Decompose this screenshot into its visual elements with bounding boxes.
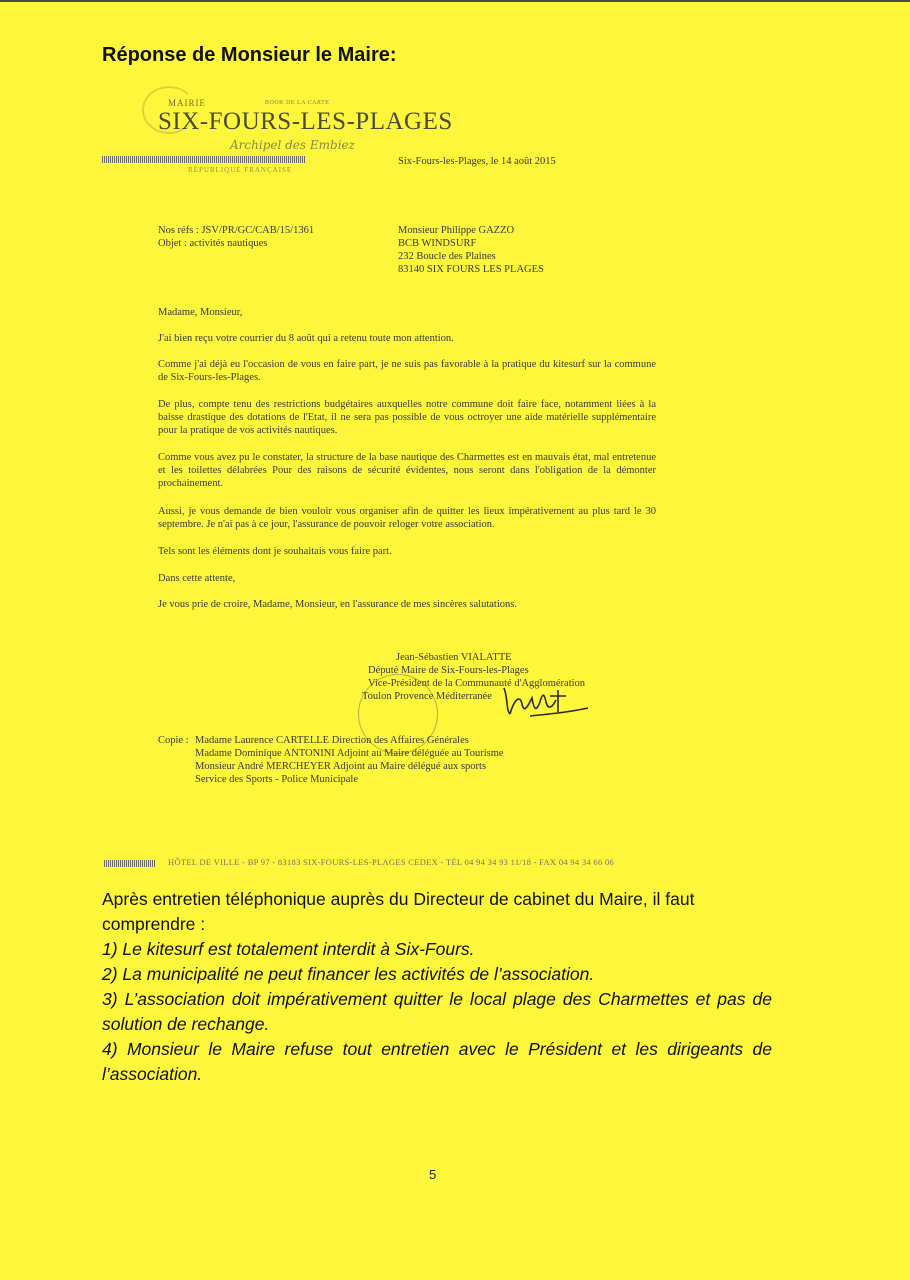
- logo-mairie: MAIRIE: [168, 98, 206, 108]
- note-item: 1) Le kitesurf est totalement interdit à Six-Fours.: [102, 939, 475, 959]
- note-item: 3) L’association doit impérativement quitter le local plage des Charmettes et pas de solution de rechange.: [102, 989, 772, 1034]
- signatory-title: Toulon Provence Méditerranée: [362, 691, 492, 702]
- letter-paragraph: Tels sont les éléments dont je souhaitais vous faire part.: [158, 546, 392, 557]
- copie-recipient: Madame Laurence CARTELLE Direction des Affaires Générales: [195, 735, 469, 746]
- letter-paragraph: J'ai bien reçu votre courrier du 8 août qui a retenu toute mon attention.: [158, 333, 454, 344]
- logo-town: SIX-FOURS-LES-PLAGES: [158, 108, 453, 135]
- letter-paragraph: Comme j'ai déjà eu l'occasion de vous en faire part, je ne suis pas favorable à la pratique du kitesurf sur la commune de Six-Fours-les-Plages.: [158, 359, 656, 383]
- page-heading: Réponse de Monsieur le Maire:: [102, 44, 397, 66]
- copie-recipient: Monsieur André MERCHEYER Adjoint au Maire délégué aux sports: [195, 761, 487, 772]
- recipient-org: BCB WINDSURF: [398, 238, 477, 249]
- signatory-title: Député Maire de Six-Fours-les-Plages: [368, 665, 529, 676]
- place-date: Six-Fours-les-Plages, le 14 août 2015: [398, 156, 556, 167]
- mairie-logo: [100, 86, 453, 191]
- footer-barcode: [104, 860, 156, 867]
- scan-edge: [0, 0, 910, 2]
- recipient-name: Monsieur Philippe GAZZO: [398, 225, 515, 236]
- letter-paragraph: Aussi, je vous demande de bien vouloir vous organiser afin de quitter les lieux impérativement au plus tard le 30 septembre. Je n'ai pas à ce jour, l'assurance de pouvoir reloger votre association.: [158, 506, 656, 530]
- reference: Nos réfs : JSV/PR/GC/CAB/15/1361: [158, 225, 315, 236]
- copie-recipient: Madame Dominique ANTONINI Adjoint au Maire déléguée au Tourisme: [195, 748, 504, 759]
- signatory-name: Jean-Sébastien VIALATTE: [396, 652, 512, 663]
- logo-barcode: [102, 156, 306, 163]
- logo-script: Archipel des Embiez: [230, 138, 355, 152]
- handwritten-signature: [500, 680, 590, 720]
- page-number: 5: [429, 1167, 437, 1182]
- signatory-title: Vice-Président de la Communauté d'Agglomération: [368, 678, 586, 689]
- logo-motto: BOOK DE LA CARTE: [265, 100, 330, 106]
- letter-paragraph: Je vous prie de croire, Madame, Monsieur, en l'assurance de mes sincères salutations.: [158, 599, 517, 610]
- recipient-street: 232 Boucle des Plaines: [398, 251, 496, 262]
- letter-paragraph: Comme vous avez pu le constater, la structure de la base nautique des Charmettes est en mauvais état, mal entretenue et les toilettes délabrées Pour des raisons de sécurité évidentes, nous seront dans l'obligation de la démonter prochainement.: [158, 452, 656, 489]
- note-item: 4) Monsieur le Maire refuse tout entretien avec le Président et les dirigeants de l’association.: [102, 1039, 772, 1084]
- note-intro: Après entretien téléphonique auprès du Directeur de cabinet du Maire, il faut comprendre :: [102, 889, 695, 934]
- logo-republique: RÉPUBLIQUE FRANÇAISE: [188, 166, 293, 174]
- salutation: Madame, Monsieur,: [158, 307, 243, 318]
- copie-recipient: Service des Sports - Police Municipale: [195, 774, 359, 785]
- letter-paragraph: De plus, compte tenu des restrictions budgétaires auxquelles notre commune doit faire face, notamment liées à la baisse drastique des dotations de l'Etat, il ne sera pas possible de vous octroyer une aide matérielle supplémentaire pour la pratique de vos activités nautiques.: [158, 399, 656, 436]
- letter-footer: HÔTEL DE VILLE - BP 97 - 83183 SIX-FOURS-LES-PLAGES CEDEX - TÉL 04 94 34 93 11/18 - FAX 04 94 34 66 06: [168, 857, 615, 867]
- note-item: 2) La municipalité ne peut financer les activités de l’association.: [102, 964, 595, 984]
- object-line: Objet : activités nautiques: [158, 238, 268, 249]
- recipient-city: 83140 SIX FOURS LES PLAGES: [398, 264, 544, 275]
- letter-paragraph: Dans cette attente,: [158, 573, 236, 584]
- copie-label: Copie :: [158, 735, 189, 746]
